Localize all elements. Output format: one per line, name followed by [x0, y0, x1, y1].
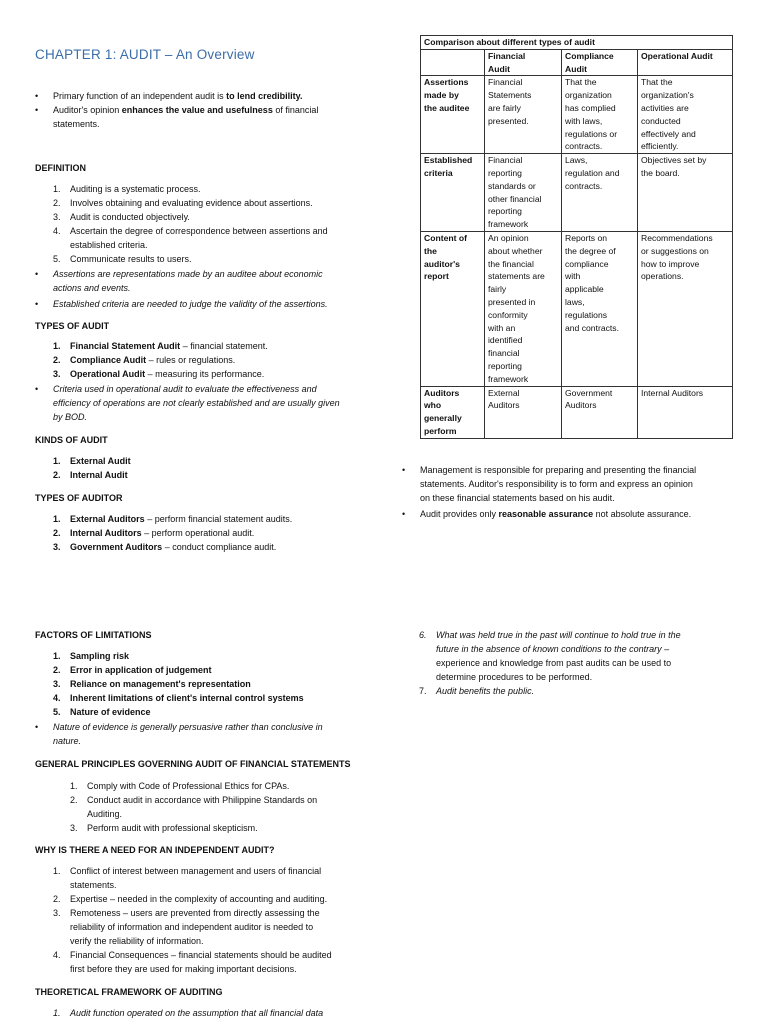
types-of-audit-list: [53, 339, 373, 381]
table-cell: Objectives set by the board.: [638, 154, 733, 232]
bullet-icon: •: [402, 509, 406, 519]
definition-notes: [35, 267, 375, 311]
factors-heading: FACTORS OF LIMITATIONS: [35, 630, 152, 640]
factors-item-2: 2. Error in application of judgement: [53, 665, 212, 675]
comparison-table: [420, 35, 733, 439]
table-header-row: [421, 49, 733, 76]
row-label: Established criteria: [421, 154, 485, 232]
need-heading: WHY IS THERE A NEED FOR AN INDEPENDENT AUDIT?: [35, 845, 275, 855]
need-item-2: 2. Expertise – needed in the complexity of accounting and auditing.: [53, 894, 328, 904]
need-list: [53, 864, 373, 976]
intro-bullet-1: • Primary function of an independent audit is to lend credibility.: [35, 91, 303, 101]
table-cell: Government Auditors: [562, 386, 638, 438]
principles-item-2: 2. Conduct audit in accordance with Philippine Standards on Auditing.: [70, 795, 318, 819]
types-of-auditor-item-3: 3. Government Auditors – conduct compliance audit.: [53, 542, 277, 552]
table-cell: Financial Statements are fairly presented.: [485, 76, 562, 154]
table-caption: Comparison about different types of audit: [421, 36, 733, 50]
definition-list: [53, 182, 373, 266]
bullet-icon: •: [35, 91, 39, 101]
framework-continued-list: [419, 628, 739, 698]
table-cell: An opinion about whether the financial statements are fairly presented in conformity with an identified financial reporting framework: [485, 231, 562, 386]
column-header-compliance: Compliance Audit: [562, 49, 638, 76]
definition-item-4: 4. Ascertain the degree of correspondence between assertions and established criteria.: [53, 226, 328, 250]
table-row: [421, 231, 733, 386]
bullet-icon: •: [35, 105, 39, 115]
bullet-icon: •: [35, 384, 39, 394]
intro-bullets: [35, 89, 375, 131]
principles-item-1: 1. Comply with Code of Professional Ethics for CPAs.: [70, 781, 290, 791]
column-header-financial: Financial Audit: [485, 49, 562, 76]
definition-item-1: 1. Auditing is a systematic process.: [53, 184, 201, 194]
definition-item-5: 5. Communicate results to users.: [53, 254, 192, 264]
factors-item-1: 1. Sampling risk: [53, 651, 130, 661]
framework-item-6: 6. What was held true in the past will continue to hold true in the future in the absence of known conditions to the contrary – experience and knowledge from past audits can be used to determine procedures to be performed.: [419, 630, 681, 682]
definition-item-2: 2. Involves obtaining and evaluating evidence about assertions.: [53, 198, 313, 208]
types-of-audit-heading: TYPES OF AUDIT: [35, 321, 110, 331]
bullet-icon: •: [402, 465, 406, 475]
table-caption-row: [421, 36, 733, 50]
kinds-of-audit-list: [53, 454, 373, 482]
table-cell: That the organization's activities are conducted effectively and efficiently.: [638, 76, 733, 154]
kinds-of-audit-heading: KINDS OF AUDIT: [35, 435, 108, 445]
need-item-1: 1. Conflict of interest between management and users of financial statements.: [53, 866, 322, 890]
bullet-icon: •: [35, 722, 39, 732]
row-label: Content of the auditor's report: [421, 231, 485, 386]
table-cell: Laws, regulation and contracts.: [562, 154, 638, 232]
table-cell: That the organization has complied with laws, regulations or contracts.: [562, 76, 638, 154]
types-of-auditor-item-1: 1. External Auditors – perform financial statement audits.: [53, 514, 293, 524]
right-bullets: [402, 463, 747, 521]
types-of-audit-item-2: 2. Compliance Audit – rules or regulations.: [53, 355, 236, 365]
need-item-4: 4. Financial Consequences – financial statements should be audited first before they are used for making important decisions.: [53, 950, 332, 974]
bullet-icon: •: [35, 269, 39, 279]
types-of-auditor-item-2: 2. Internal Auditors – perform operational audit.: [53, 528, 255, 538]
kinds-of-audit-item-1: 1. External Audit: [53, 456, 131, 466]
right-bullet-2: • Audit provides only reasonable assurance not absolute assurance.: [402, 509, 692, 519]
column-header-operational: Operational Audit: [638, 49, 733, 76]
definition-note-2: • Established criteria are needed to judge the validity of the assertions.: [35, 299, 328, 309]
types-of-auditor-heading: TYPES OF AUDITOR: [35, 493, 123, 503]
row-label: Auditors who generally perform: [421, 386, 485, 438]
principles-list: [70, 779, 370, 835]
table-row: [421, 76, 733, 154]
table-row: [421, 154, 733, 232]
row-label: Assertions made by the auditee: [421, 76, 485, 154]
chapter-title: CHAPTER 1: AUDIT – An Overview: [35, 47, 255, 62]
factors-item-4: 4. Inherent limitations of client's internal control systems: [53, 693, 304, 703]
types-of-audit-item-1: 1. Financial Statement Audit – financial statement.: [53, 341, 268, 351]
table-cell: External Auditors: [485, 386, 562, 438]
need-item-3: 3. Remoteness – users are prevented from directly assessing the reliability of information and independent auditor is needed to verify the reliability of information.: [53, 908, 320, 946]
framework-item-7: 7. Audit benefits the public.: [419, 686, 535, 696]
definition-note-1: • Assertions are representations made by an auditee about economic actions and events.: [35, 269, 323, 293]
factors-item-5: 5. Nature of evidence: [53, 707, 151, 717]
factors-note: • Nature of evidence is generally persuasive rather than conclusive in nature.: [35, 722, 323, 746]
table-row: [421, 386, 733, 438]
factors-list: [53, 649, 373, 719]
bullet-icon: •: [35, 299, 39, 309]
types-of-audit-item-3: 3. Operational Audit – measuring its performance.: [53, 369, 265, 379]
principles-heading: GENERAL PRINCIPLES GOVERNING AUDIT OF FINANCIAL STATEMENTS: [35, 759, 351, 769]
principles-item-3: 3. Perform audit with professional skepticism.: [70, 823, 258, 833]
intro-bullet-2: • Auditor's opinion enhances the value and usefulness of financial statements.: [35, 105, 319, 129]
kinds-of-audit-item-2: 2. Internal Audit: [53, 470, 128, 480]
types-of-auditor-list: [53, 512, 373, 554]
table-cell: Recommendations or suggestions on how to improve operations.: [638, 231, 733, 386]
table-corner-cell: [421, 49, 485, 76]
definition-heading: DEFINITION: [35, 163, 86, 173]
factors-item-3: 3. Reliance on management's representation: [53, 679, 251, 689]
framework-item-1: 1. Audit function operated on the assumption that all financial data: [53, 1008, 324, 1018]
table-cell: Internal Auditors: [638, 386, 733, 438]
definition-item-3: 3. Audit is conducted objectively.: [53, 212, 190, 222]
right-bullet-1: • Management is responsible for preparing and presenting the financial statements. Auditor's responsibility is to form and express an opinion on these financial statements based on his audit.: [402, 465, 697, 503]
types-of-audit-note: • Criteria used in operational audit to evaluate the effectiveness and efficiency of operations are not clearly established and are usually given by BOD.: [35, 384, 340, 422]
framework-heading: THEORETICAL FRAMEWORK OF AUDITING: [35, 987, 223, 997]
table-cell: Financial reporting standards or other financial reporting framework: [485, 154, 562, 232]
table-cell: Reports on the degree of compliance with applicable laws, regulations and contracts.: [562, 231, 638, 386]
